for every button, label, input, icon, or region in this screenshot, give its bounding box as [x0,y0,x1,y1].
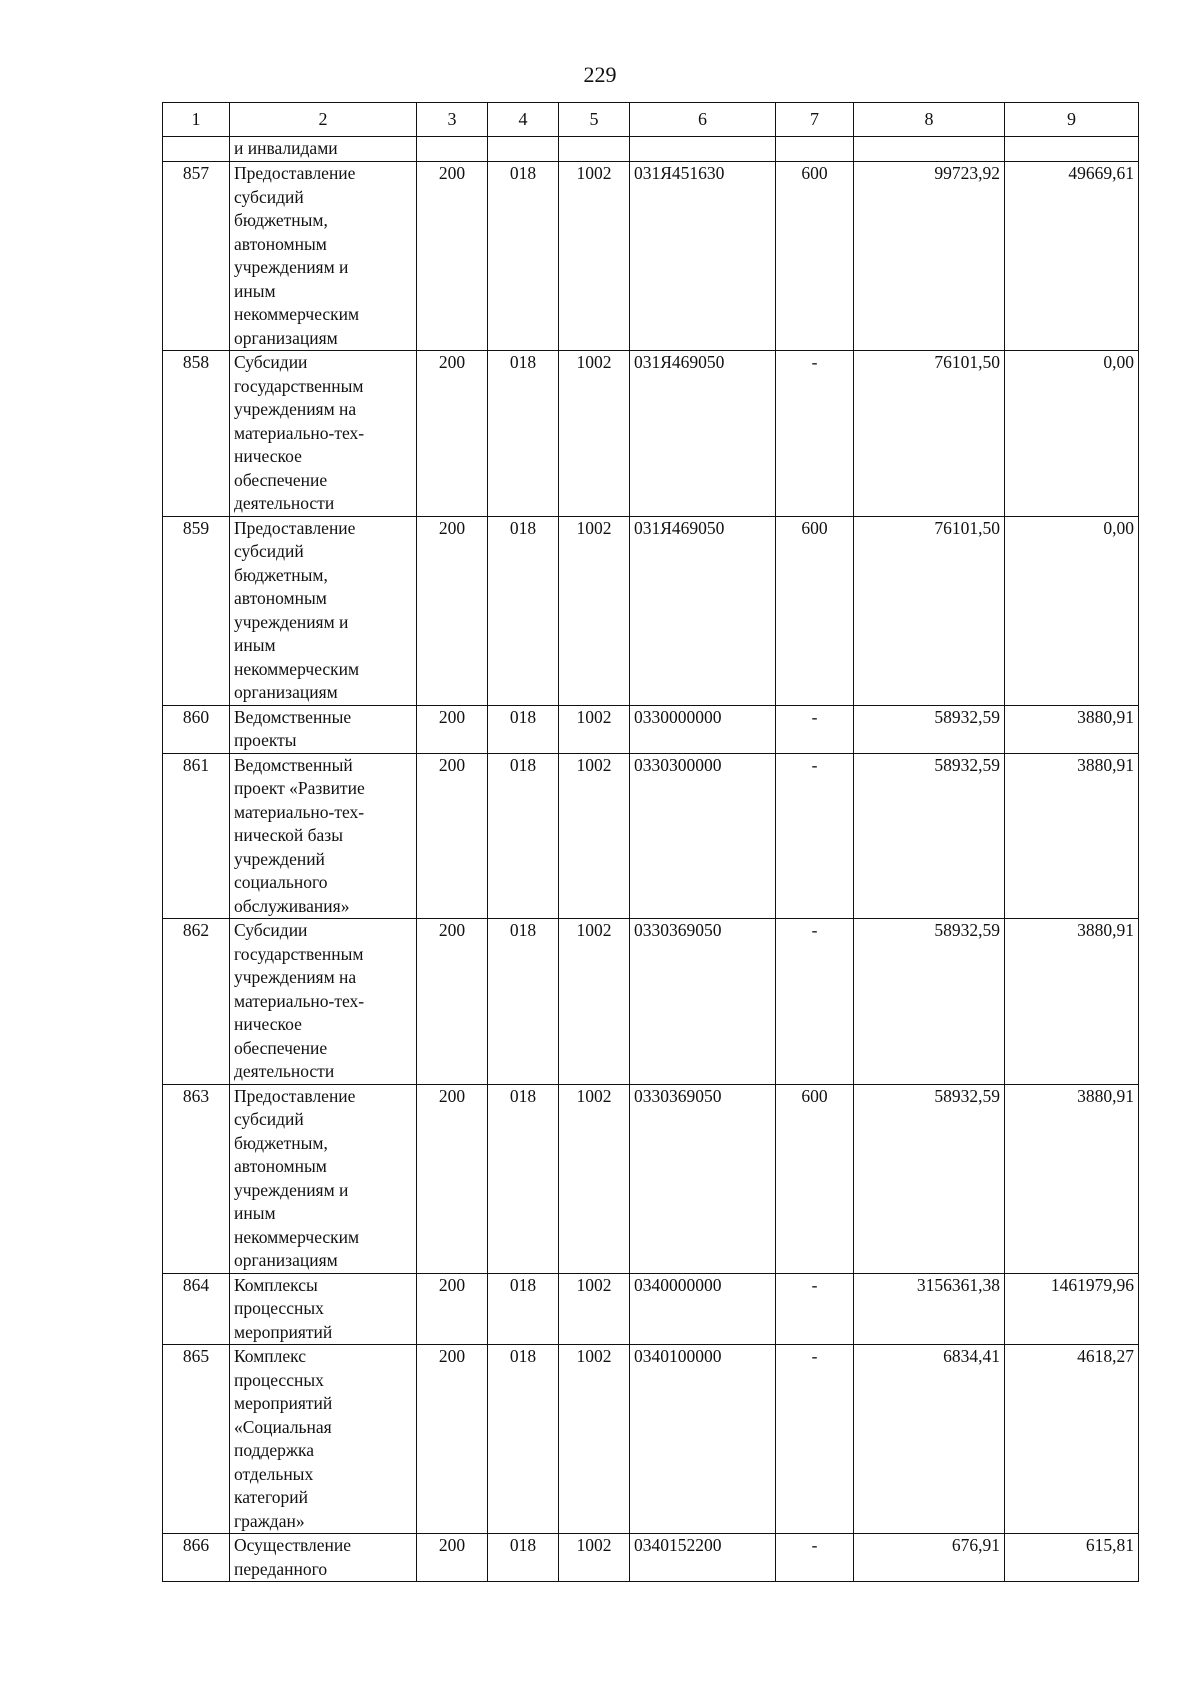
row-name-text: Комплексы процессных мероприятий [234,1274,333,1342]
row-name [230,753,417,919]
cell-col8: 58932,59 [854,705,1005,753]
page-number: 229 [583,62,617,87]
table-row [163,753,1139,919]
cell-col7: - [776,1345,854,1534]
cell-col6: 0330369050 [630,1084,776,1273]
cell-col7: - [776,1273,854,1345]
row-name [230,516,417,705]
table-row [163,516,1139,705]
row-name-text: Комплекс процессных мероприятий «Социальная поддержка отдельных категорий граждан» [234,1346,333,1531]
header-cell: 3 [417,103,488,137]
row-number: 862 [163,919,230,1085]
cell-col7: - [776,1534,854,1582]
cell-col7: - [776,705,854,753]
cell-col3: 200 [417,162,488,351]
cell-col4: 018 [488,919,559,1085]
cell-col8: 58932,59 [854,1084,1005,1273]
budget-table [162,102,1139,1582]
cell-col3: 200 [417,1273,488,1345]
cell-col5: 1002 [559,516,630,705]
cell-col5: 1002 [559,705,630,753]
header-cell: 7 [776,103,854,137]
row-name-text: Субсидии государственным учреждениям на материально-тех- ническое обеспечение деятельности [234,920,365,1081]
cell-col9: 615,81 [1005,1534,1139,1582]
cell-col5 [559,137,630,162]
row-name-text: Предоставление субсидий бюджетным, автономным учреждениям и иным некоммерческим организациям [234,1085,360,1270]
row-name-text: Предоставление субсидий бюджетным, автономным учреждениям и иным некоммерческим организациям [234,517,360,702]
cell-col3: 200 [417,1345,488,1534]
row-name-text: и инвалидами [234,138,338,158]
cell-col4: 018 [488,1345,559,1534]
cell-col8: 3156361,38 [854,1273,1005,1345]
table-row [163,137,1139,162]
cell-col4: 018 [488,1273,559,1345]
cell-col6: 0330300000 [630,753,776,919]
row-name-text: Субсидии государственным учреждениям на материально-тех- ническое обеспечение деятельности [234,352,365,513]
cell-col3: 200 [417,753,488,919]
cell-col3: 200 [417,1534,488,1582]
row-name [230,1534,417,1582]
row-number: 861 [163,753,230,919]
cell-col7: 600 [776,162,854,351]
cell-col8: 58932,59 [854,919,1005,1085]
cell-col7: - [776,919,854,1085]
row-name [230,162,417,351]
table-row [163,705,1139,753]
cell-col6: 0330000000 [630,705,776,753]
cell-col7: - [776,351,854,517]
header-cell: 4 [488,103,559,137]
cell-col9: 0,00 [1005,516,1139,705]
row-name [230,919,417,1085]
cell-col6: 0340100000 [630,1345,776,1534]
cell-col6 [630,137,776,162]
cell-col5: 1002 [559,919,630,1085]
cell-col8: 99723,92 [854,162,1005,351]
cell-col4: 018 [488,1534,559,1582]
cell-col9: 1461979,96 [1005,1273,1139,1345]
cell-col9: 3880,91 [1005,705,1139,753]
header-cell: 8 [854,103,1005,137]
cell-col7 [776,137,854,162]
table-row [163,1273,1139,1345]
table-row [163,1345,1139,1534]
cell-col5: 1002 [559,753,630,919]
cell-col5: 1002 [559,162,630,351]
cell-col3: 200 [417,516,488,705]
row-name [230,1273,417,1345]
cell-col6: 0340000000 [630,1273,776,1345]
cell-col3: 200 [417,1084,488,1273]
row-number: 863 [163,1084,230,1273]
cell-col6: 031Я469050 [630,516,776,705]
cell-col6: 0340152200 [630,1534,776,1582]
header-cell: 2 [230,103,417,137]
cell-col6: 031Я451630 [630,162,776,351]
row-name-text: Осуществление переданного [234,1535,352,1579]
table-row [163,919,1139,1085]
row-number: 857 [163,162,230,351]
cell-col8 [854,137,1005,162]
cell-col5: 1002 [559,1084,630,1273]
row-name [230,351,417,517]
row-number: 865 [163,1345,230,1534]
row-name [230,1084,417,1273]
cell-col7: 600 [776,516,854,705]
cell-col5: 1002 [559,1534,630,1582]
row-number: 866 [163,1534,230,1582]
cell-col8: 58932,59 [854,753,1005,919]
row-name [230,705,417,753]
cell-col5: 1002 [559,1345,630,1534]
row-number: 859 [163,516,230,705]
row-name [230,137,417,162]
cell-col8: 676,91 [854,1534,1005,1582]
cell-col4: 018 [488,162,559,351]
header-cell: 5 [559,103,630,137]
table-row [163,1084,1139,1273]
cell-col4: 018 [488,753,559,919]
cell-col9: 3880,91 [1005,1084,1139,1273]
cell-col4: 018 [488,351,559,517]
cell-col3: 200 [417,705,488,753]
cell-col9: 3880,91 [1005,919,1139,1085]
cell-col7: - [776,753,854,919]
row-number: 860 [163,705,230,753]
cell-col9: 4618,27 [1005,1345,1139,1534]
cell-col8: 76101,50 [854,516,1005,705]
cell-col6: 0330369050 [630,919,776,1085]
row-name-text: Предоставление субсидий бюджетным, автономным учреждениям и иным некоммерческим организациям [234,163,360,348]
cell-col8: 6834,41 [854,1345,1005,1534]
cell-col9 [1005,137,1139,162]
cell-col9: 49669,61 [1005,162,1139,351]
cell-col3: 200 [417,351,488,517]
cell-col3 [417,137,488,162]
cell-col4: 018 [488,705,559,753]
cell-col4: 018 [488,516,559,705]
cell-col6: 031Я469050 [630,351,776,517]
row-name-text: Ведомственный проект «Развитие материально-тех- нической базы учреждений социального обслуживания» [234,754,365,916]
table-row [163,1534,1139,1582]
cell-col3: 200 [417,919,488,1085]
cell-col4 [488,137,559,162]
cell-col5: 1002 [559,351,630,517]
row-number [163,137,230,162]
table-row [163,162,1139,351]
cell-col9: 3880,91 [1005,753,1139,919]
cell-col4: 018 [488,1084,559,1273]
cell-col8: 76101,50 [854,351,1005,517]
cell-col5: 1002 [559,1273,630,1345]
row-number: 864 [163,1273,230,1345]
cell-col9: 0,00 [1005,351,1139,517]
row-number: 858 [163,351,230,517]
row-name [230,1345,417,1534]
header-cell: 9 [1005,103,1139,137]
header-cell: 1 [163,103,230,137]
row-name-text: Ведомственные проекты [234,706,352,750]
header-row [163,103,1139,137]
cell-col7: 600 [776,1084,854,1273]
header-cell: 6 [630,103,776,137]
table-row [163,351,1139,517]
